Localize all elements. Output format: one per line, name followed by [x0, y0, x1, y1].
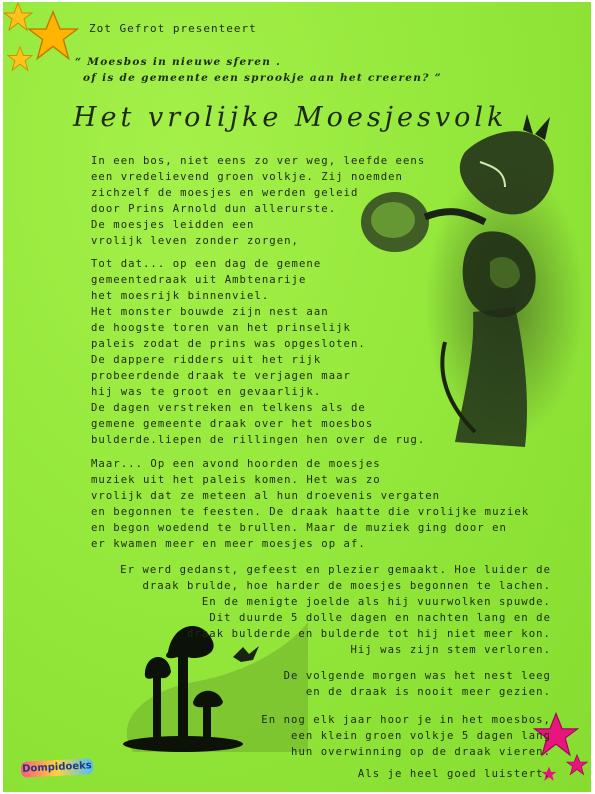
paragraph-line: door Prins Arnold dun allerurste.	[91, 203, 337, 215]
story-page	[3, 2, 591, 792]
star-icon	[7, 46, 33, 72]
mushroom-illustration	[73, 602, 313, 762]
star-icon	[27, 10, 79, 62]
subtitle-line: of is de gemeente een sprookje aan het creeren? ”	[83, 72, 442, 84]
star-icon	[566, 754, 588, 776]
paragraph-line: gemeentedraak uit Ambtenarije	[91, 274, 307, 286]
paragraph-line: vrolijk leven zonder zorgen,	[91, 235, 299, 247]
paragraph-line: een klein groen volkje 5 dagen lang	[291, 730, 551, 742]
paragraph-line: zichzelf de moesjes en werden geleid	[91, 187, 359, 199]
paragraph-line: paleis zodat de prins was opgesloten.	[91, 338, 366, 350]
paragraph-line: draak bulderde en bulderde tot hij niet meer kon.	[187, 628, 551, 640]
paragraph-line: bulderde.liepen de rillingen hen over de rug.	[91, 434, 426, 446]
paragraph-line: de hoogste toren van het prinselijk	[91, 322, 351, 334]
paragraph-line: en begon woedend te brullen. Maar de muziek ging door en	[91, 522, 507, 534]
subtitle-line: “ Moesbos in nieuwe sferen .	[75, 56, 282, 68]
paragraph-line: Er werd gedanst, gefeest en plezier gemaakt. Hoe luider de	[120, 564, 551, 576]
paragraph-line: een vredelievend groen volkje. Zij noemden	[91, 171, 403, 183]
paragraph-line: De dappere ridders uit het rijk	[91, 354, 322, 366]
paragraph-line: Het monster bouwde zijn nest aan	[91, 306, 329, 318]
paragraph-line: hun overwinning op de draak vieren.	[291, 746, 551, 758]
closing-line: Als je heel goed luistert.	[357, 768, 551, 780]
paragraph-line: draak brulde, hoe harder de moesjes begonnen te lachen.	[142, 580, 551, 592]
paragraph-line: vrolijk dat ze meteen al hun droevenis vergaten	[91, 490, 441, 502]
paragraph-line: het moesrijk binnenviel.	[91, 290, 270, 302]
paragraph-line: Tot dat... op een dag de gemene	[91, 258, 322, 270]
logo: Dompidoeks	[21, 758, 94, 778]
paragraph-line: Dit duurde 5 dolle dagen en nachten lang en de	[209, 612, 551, 624]
paragraph-line: probeerdende draak te verjagen maar	[91, 370, 351, 382]
presenter-line: Zot Gefrot presenteert	[89, 22, 257, 35]
paragraph-line: muziek uit het paleis komen. Het was zo	[91, 474, 381, 486]
story-title: Het vrolijke Moesjesvolk	[73, 102, 508, 133]
paragraph-line: En nog elk jaar hoor je in het moesbos,	[261, 714, 551, 726]
paragraph-line: De dagen verstreken en telkens als de	[91, 402, 366, 414]
paragraph-line: en begonnen te feesten. De draak haatte die vrolijke muziek	[91, 506, 530, 518]
paragraph-line: hij was te groot en gevaarlijk.	[91, 386, 322, 398]
paragraph-line: In een bos, niet eens zo ver weg, leefde eens	[91, 155, 426, 167]
paragraph-line: En de menigte joelde als hij vuurwolken spuwde.	[201, 596, 551, 608]
paragraph-line: De moesjes leidden een	[91, 219, 255, 231]
paragraph-line: De volgende morgen was het nest leeg	[283, 670, 551, 682]
paragraph-line: er kwamen meer en meer moesjes op af.	[91, 538, 366, 550]
paragraph-line: gemene gemeente draak over het moesbos	[91, 418, 374, 430]
paragraph-line: en de draak is nooit meer gezien.	[305, 686, 551, 698]
paragraph-line: Maar... Op een avond hoorden de moesjes	[91, 458, 381, 470]
paragraph-line: Hij was zijn stem verloren.	[350, 644, 551, 656]
